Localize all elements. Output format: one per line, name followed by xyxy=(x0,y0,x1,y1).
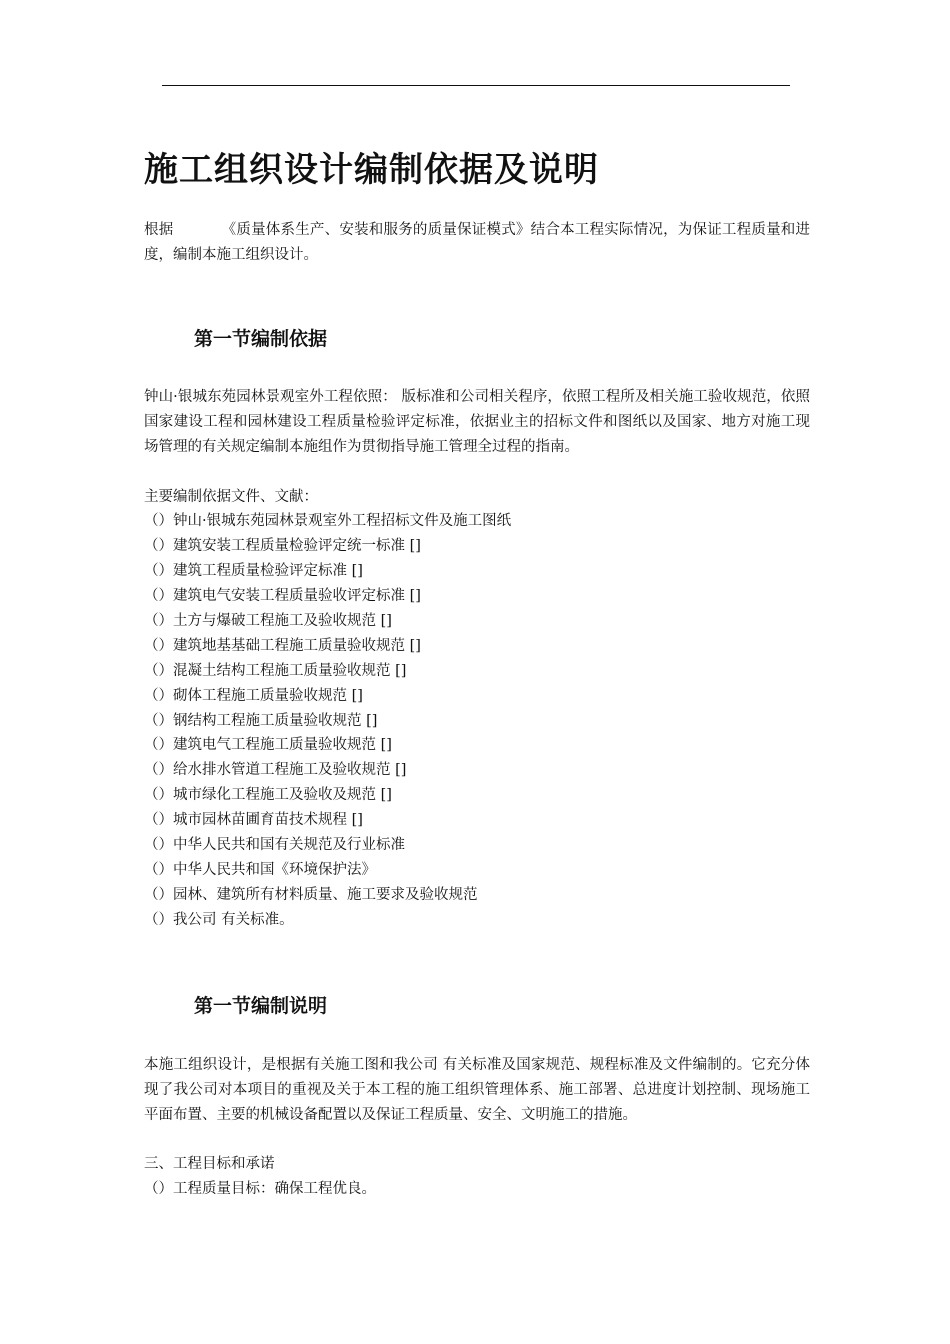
list-item: （）园林、建筑所有材料质量、施工要求及验收规范 xyxy=(144,887,478,904)
intro-text: 《质量体系生产、安装和服务的质量保证模式》结合本工程实际情况，为保证工程质量和进度，编制本施工组织设计。 xyxy=(144,222,811,263)
list-item: （）建筑地基基础工程施工质量验收规范 [] xyxy=(144,637,421,654)
list-item: （）建筑电气安装工程质量验收评定标准 [] xyxy=(144,587,421,604)
page-title: 施工组织设计编制依据及说明 xyxy=(144,150,599,190)
list-item: （）混凝土结构工程施工质量验收规范 [] xyxy=(144,662,407,679)
list-item: （）给水排水管道工程施工及验收规范 [] xyxy=(144,762,407,779)
list-item: （）城市绿化工程施工及验收及规范 [] xyxy=(144,787,392,804)
section-heading-explanation: 第一节编制说明 xyxy=(194,995,328,1017)
goals-heading: 三、工程目标和承诺 xyxy=(144,1156,275,1172)
list-item: （）城市园林苗圃育苗技术规程 [] xyxy=(144,812,363,829)
basis-document-list xyxy=(144,509,511,933)
list-item: （）建筑工程质量检验评定标准 [] xyxy=(144,562,363,579)
top-rule xyxy=(162,85,790,86)
list-item: （）建筑安装工程质量检验评定统一标准 [] xyxy=(144,537,421,554)
list-item: （）钟山·银城东苑园林景观室外工程招标文件及施工图纸 xyxy=(144,513,512,529)
list-item: （）中华人民共和国有关规范及行业标准 xyxy=(144,837,405,854)
list-item: （）钢结构工程施工质量验收规范 [] xyxy=(144,712,378,729)
intro-paragraph xyxy=(144,218,810,268)
list-item: （）砌体工程施工质量验收规范 [] xyxy=(144,687,363,704)
section-heading-basis: 第一节编制依据 xyxy=(194,328,328,350)
intro-lead: 根据 xyxy=(144,222,174,238)
quality-goal-item: （）工程质量目标：确保工程优良。 xyxy=(144,1181,376,1197)
basis-list-intro: 主要编制依据文件、文献： xyxy=(144,489,318,505)
explanation-paragraph: 本施工组织设计，是根据有关施工图和我公司 有关标准及国家规范、规程标准及文件编制的。它充分体现了我公司对本项目的重视及关于本工程的施工组织管理体系、施工部署、总进度计划控制、现场施工平面布置、主要的机械设备配置以及保证工程质量、安全、文明施工的措施。 xyxy=(144,1057,810,1123)
list-item: （）土方与爆破工程施工及验收规范 [] xyxy=(144,612,392,629)
list-item: （）建筑电气工程施工质量验收规范 [] xyxy=(144,737,392,754)
basis-paragraph: 钟山·银城东苑园林景观室外工程依照： 版标准和公司相关程序，依照工程所及相关施工验收规范，依照国家建设工程和园林建设工程质量检验评定标准，依据业主的招标文件和图纸以及国家、地方对施工现场管理的有关规定编制本施组作为贯彻指导施工管理全过程的指南。 xyxy=(144,389,810,455)
list-item: （）我公司 有关标准。 xyxy=(144,912,294,928)
list-item: （）中华人民共和国《环境保护法》 xyxy=(144,862,376,879)
